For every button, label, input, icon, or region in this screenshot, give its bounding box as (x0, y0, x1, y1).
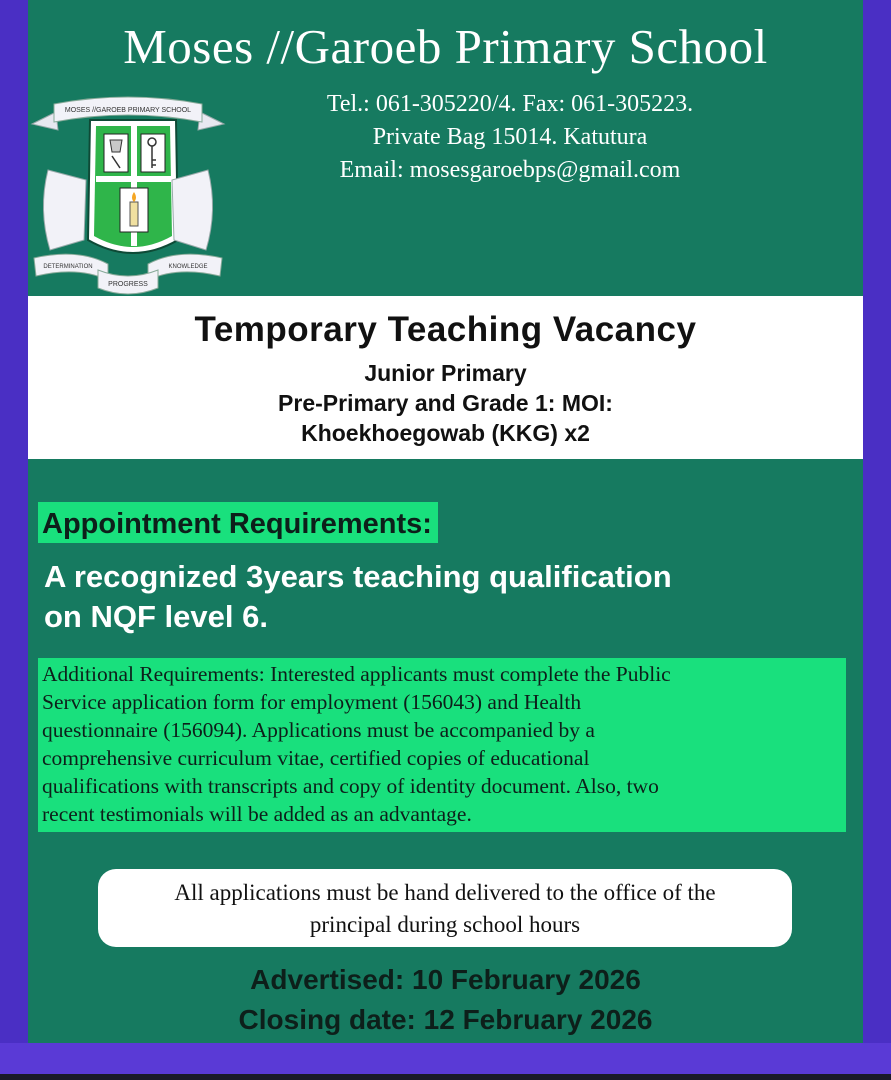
bottom-bar (0, 1074, 891, 1080)
vacancy-title: Temporary Teaching Vacancy (194, 310, 697, 349)
bottom-strip (0, 1043, 891, 1080)
contact-address: Private Bag 15014. Katutura (372, 124, 648, 150)
delivery-line: All applications must be hand delivered to the office of the (174, 880, 716, 905)
appointment-line: A recognized 3years teaching qualification (44, 559, 672, 594)
contact-phone: Tel.: 061-305220/4. Fax: 061-305223. (326, 91, 694, 117)
logo-banner-text: MOSES //GAROEB PRIMARY SCHOOL (64, 107, 192, 114)
vacancy-grades: Pre-Primary and Grade 1: MOI: (278, 390, 613, 416)
logo-motto-center: PROGRESS (108, 281, 148, 288)
closing-date: Closing date: 12 February 2026 (238, 1004, 653, 1035)
contact-info (270, 88, 750, 187)
delivery-notice (98, 869, 792, 947)
school-name: Moses //Garoeb Primary School (123, 19, 768, 74)
additional-line: Service application form for employment (156043) and Health (42, 690, 582, 714)
additional-requirements (38, 658, 846, 832)
additional-line: Additional Requirements: Interested applicants must complete the Public (42, 662, 671, 686)
school-crest-logo (28, 90, 228, 300)
additional-line: qualifications with transcripts and copy of identity document. Also, two (42, 774, 659, 798)
logo-motto-left: DETERMINATION (43, 264, 93, 270)
additional-line: recent testimonials will be added as an advantage. (42, 802, 472, 826)
appointment-line: on NQF level 6. (44, 599, 268, 634)
additional-line: questionnaire (156094). Applications must be accompanied by a (42, 718, 595, 742)
delivery-line: principal during school hours (309, 912, 581, 937)
vacancy-language: Khoekhoegowab (KKG) x2 (301, 420, 590, 446)
appointment-heading: Appointment Requirements: (38, 502, 438, 543)
advertised-date: Advertised: 10 February 2026 (250, 964, 641, 995)
additional-line: comprehensive curriculum vitae, certified copies of educational (42, 746, 590, 770)
logo-motto-right: KNOWLEDGE (168, 264, 208, 270)
appointment-requirements (44, 557, 804, 637)
vacancy-phase: Junior Primary (364, 360, 527, 386)
dates-section (0, 960, 891, 1040)
vacancy-section (28, 296, 863, 459)
contact-email: Email: mosesgaroebps@gmail.com (339, 157, 681, 183)
